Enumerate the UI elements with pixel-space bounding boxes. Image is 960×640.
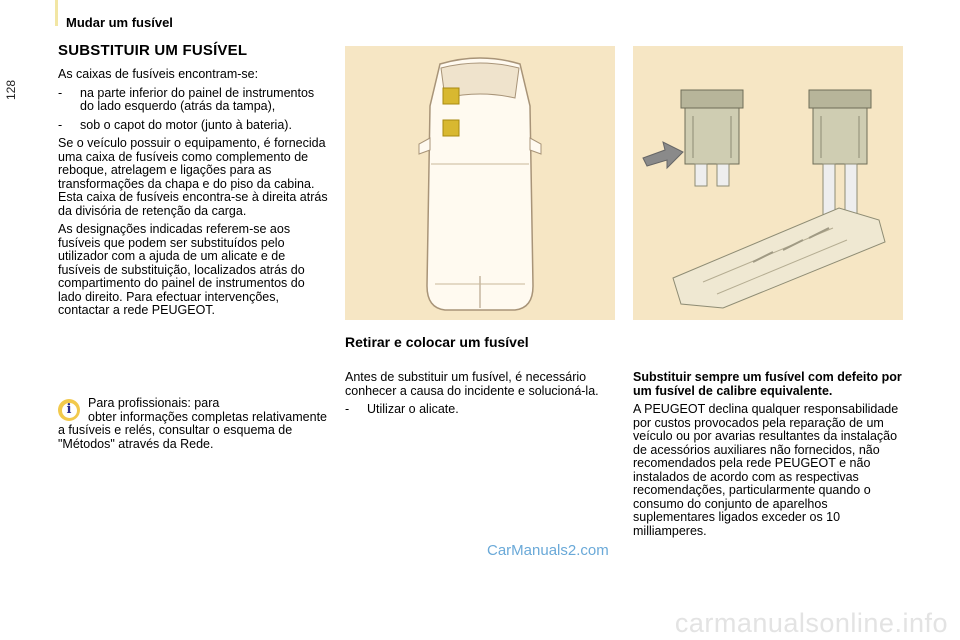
location-item xyxy=(58,119,330,133)
van-top-view-svg xyxy=(345,46,615,320)
remove-section-body xyxy=(345,371,605,422)
left-column xyxy=(58,68,330,323)
remove-section-paragraph: Antes de substituir um fusível, é necessário conhecer a causa do incidente e solucioná-la. xyxy=(345,370,599,398)
intro-text: As caixas de fusíveis encontram-se: xyxy=(58,67,259,81)
info-note-line1: Para profissionais: para xyxy=(88,396,220,410)
info-icon-glyph: i xyxy=(62,403,77,418)
location-text: na parte inferior do painel de instrumentos do lado esquerdo (atrás da tampa), xyxy=(80,85,315,113)
right-column xyxy=(633,371,903,543)
info-note-rest: obter informações completas relativamente a fusíveis e relés, consultar o esquema de "Métodos" através da Rede. xyxy=(58,409,328,451)
equipment-paragraph: Se o veículo possuir o equipamento, é fornecida uma caixa de fusíveis como complemento de reboque, atrelagem e ligações para as transformações da chapa e do piso da cabina. Esta caixa de fusíveis encontra-se à direita atrás da divisória de retenção da carga. xyxy=(58,136,328,218)
fuse-pliers-illustration xyxy=(633,46,903,320)
disclaimer-text: A PEUGEOT declina qualquer responsabilidade por custos provocados pela reparação de um veículo ou por avarias resultantes da instalação de acessórios auxiliares não fornecidos, não recomendados pela rede PEUGEOT e não instalados de acordo com as respectivas recomendações, particularmente quando o consumo do conjunto de aparelhos suplementares ligados exceder os 10 milliamperes. xyxy=(633,402,899,538)
remove-step-item xyxy=(345,403,605,417)
info-note xyxy=(58,397,330,451)
info-icon xyxy=(58,399,80,421)
remove-step-text: Utilizar o alicate. xyxy=(367,402,459,416)
location-text: sob o capot do motor (junto à bateria). xyxy=(80,117,292,132)
dash-bullet: - xyxy=(345,402,350,416)
designations-paragraph: As designações indicadas referem-se aos fusíveis que podem ser substituídos pelo utilizador com a ajuda de um alicate e de fusíveis de substituição, localizados atrás do compartimento do painel de instrumentos do lado direito. Para efectuar intervenções, contactar a rede PEUGEOT. xyxy=(58,222,305,317)
location-item xyxy=(58,87,330,114)
section-header: Mudar um fusível xyxy=(66,15,173,30)
watermark-carmanualsonline: carmanualsonline.info xyxy=(674,608,948,638)
main-title: SUBSTITUIR UM FUSÍVEL xyxy=(58,42,248,59)
fuse-pliers-svg xyxy=(633,46,903,320)
remove-section-title: Retirar e colocar um fusível xyxy=(345,334,529,350)
fuse-box-marker-engine xyxy=(443,120,459,136)
fuse-box-marker-dashboard xyxy=(443,88,459,104)
van-fuse-location-illustration xyxy=(345,46,615,320)
page-number: 128 xyxy=(4,80,18,101)
dash-bullet: - xyxy=(58,117,63,132)
warning-text: Substituir sempre um fusível com defeito por um fusível de calibre equivalente. xyxy=(633,370,902,398)
watermark-carmanuals2: CarManuals2.com xyxy=(487,542,609,559)
dash-bullet: - xyxy=(58,85,63,100)
header-accent-bar xyxy=(55,0,58,26)
